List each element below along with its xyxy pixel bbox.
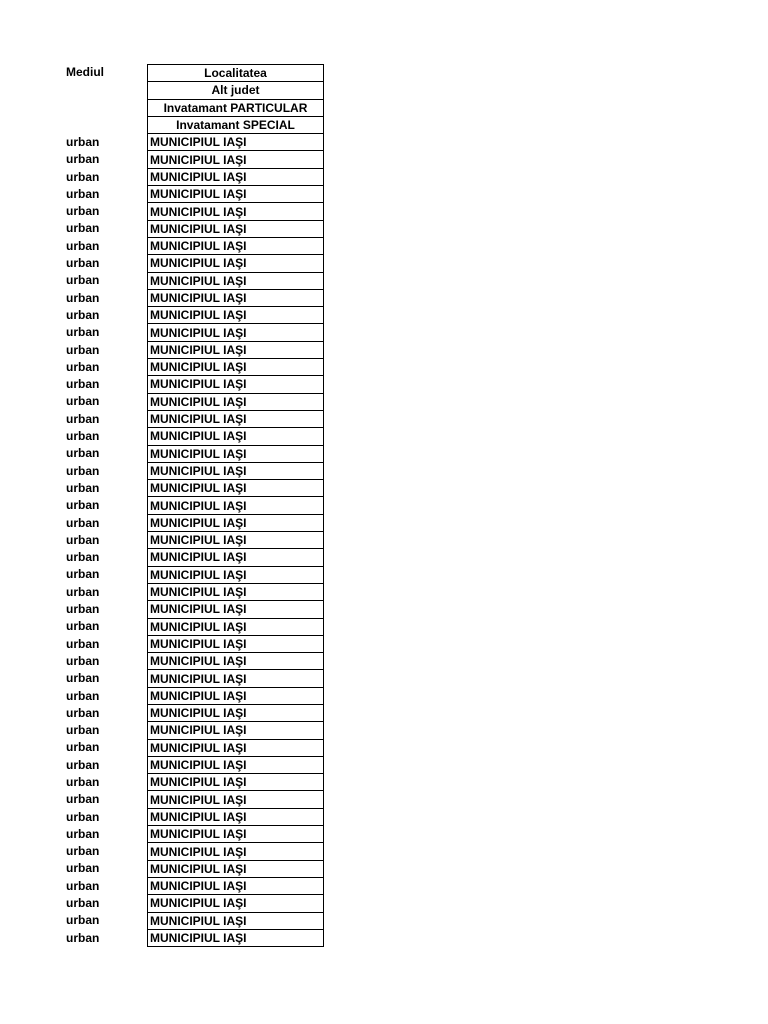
localitate-cell: MUNICIPIUL IAŞI xyxy=(148,929,324,946)
table-row xyxy=(148,341,324,358)
table-row xyxy=(148,601,324,618)
table-row xyxy=(148,583,324,600)
localitate-cell: MUNICIPIUL IAŞI xyxy=(148,653,324,670)
localitate-cell: MUNICIPIUL IAŞI xyxy=(148,255,324,272)
table-row xyxy=(148,410,324,427)
localitate-cell: MUNICIPIUL IAŞI xyxy=(148,670,324,687)
localitate-cell: MUNICIPIUL IAŞI xyxy=(148,722,324,739)
mediul-cell: urban xyxy=(66,550,100,565)
mediul-cell: urban xyxy=(66,844,100,859)
mediul-cell: urban xyxy=(66,930,100,945)
localitate-cell: MUNICIPIUL IAŞI xyxy=(148,186,324,203)
mediul-cell: urban xyxy=(66,705,100,720)
table-row xyxy=(148,393,324,410)
localitate-cell: MUNICIPIUL IAŞI xyxy=(148,203,324,220)
table-row xyxy=(148,376,324,393)
table-row xyxy=(148,791,324,808)
localitate-cell: MUNICIPIUL IAŞI xyxy=(148,860,324,877)
mediul-cell: urban xyxy=(66,619,100,634)
invatamant-particular-header: Invatamant PARTICULAR xyxy=(148,99,324,116)
localitate-cell: MUNICIPIUL IAŞI xyxy=(148,134,324,151)
localitate-cell: MUNICIPIUL IAŞI xyxy=(148,912,324,929)
localitate-cell: MUNICIPIUL IAŞI xyxy=(148,635,324,652)
mediul-cell: urban xyxy=(66,584,100,599)
localitate-cell: MUNICIPIUL IAŞI xyxy=(148,341,324,358)
mediul-cell: urban xyxy=(66,273,100,288)
mediul-cell: urban xyxy=(66,498,100,513)
localitate-cell: MUNICIPIUL IAŞI xyxy=(148,168,324,185)
mediul-cell: urban xyxy=(66,135,100,149)
table-row xyxy=(148,514,324,531)
localitate-cell: MUNICIPIUL IAŞI xyxy=(148,566,324,583)
mediul-cell: urban xyxy=(66,740,100,755)
table-row xyxy=(148,445,324,462)
localitate-cell: MUNICIPIUL IAŞI xyxy=(148,393,324,410)
mediul-cell: urban xyxy=(66,204,100,219)
localitate-cell: MUNICIPIUL IAŞI xyxy=(148,480,324,497)
mediul-cell: urban xyxy=(66,342,100,357)
table-row xyxy=(148,826,324,843)
table-row xyxy=(148,687,324,704)
table-row xyxy=(148,912,324,929)
table-row xyxy=(148,877,324,894)
table-row xyxy=(148,929,324,946)
mediul-cell: urban xyxy=(66,653,100,668)
mediul-cell: urban xyxy=(66,636,100,651)
mediul-cell: urban xyxy=(66,757,100,772)
mediul-cell: urban xyxy=(66,377,100,392)
localitate-cell: MUNICIPIUL IAŞI xyxy=(148,428,324,445)
header-row-alt-judet xyxy=(148,82,324,99)
table-row xyxy=(148,359,324,376)
table-row xyxy=(148,843,324,860)
table-row xyxy=(148,774,324,791)
header-row-particular xyxy=(148,99,324,116)
localitate-cell: MUNICIPIUL IAŞI xyxy=(148,826,324,843)
mediul-cell: urban xyxy=(66,671,100,686)
localitate-cell: MUNICIPIUL IAŞI xyxy=(148,514,324,531)
localitate-cell: MUNICIPIUL IAŞI xyxy=(148,151,324,168)
localitate-cell: MUNICIPIUL IAŞI xyxy=(148,583,324,600)
localitate-cell: MUNICIPIUL IAŞI xyxy=(148,497,324,514)
mediul-cell: urban xyxy=(66,723,100,738)
mediul-cell: urban xyxy=(66,325,100,340)
mediul-cell: urban xyxy=(66,411,100,426)
mediul-cell: urban xyxy=(66,394,100,409)
mediul-cell: urban xyxy=(66,169,100,184)
table-row xyxy=(148,272,324,289)
table-row xyxy=(148,168,324,185)
localitate-cell: MUNICIPIUL IAŞI xyxy=(148,445,324,462)
table-row xyxy=(148,307,324,324)
table-row xyxy=(148,151,324,168)
localitate-cell: MUNICIPIUL IAŞI xyxy=(148,462,324,479)
localitate-cell: MUNICIPIUL IAŞI xyxy=(148,410,324,427)
mediul-cell: urban xyxy=(66,429,100,444)
localitate-cell: MUNICIPIUL IAŞI xyxy=(148,739,324,756)
table-row xyxy=(148,653,324,670)
localitate-cell: MUNICIPIUL IAŞI xyxy=(148,359,324,376)
table-row xyxy=(148,289,324,306)
table-row xyxy=(148,704,324,721)
localitate-cell: MUNICIPIUL IAŞI xyxy=(148,272,324,289)
localitate-cell: MUNICIPIUL IAŞI xyxy=(148,532,324,549)
localitate-cell: MUNICIPIUL IAŞI xyxy=(148,289,324,306)
table-row xyxy=(148,428,324,445)
mediul-cell: urban xyxy=(66,809,100,824)
table-row xyxy=(148,722,324,739)
mediul-cell: urban xyxy=(66,826,100,841)
table-row xyxy=(148,220,324,237)
table-row xyxy=(148,497,324,514)
mediul-cell: urban xyxy=(66,290,100,305)
table-row xyxy=(148,670,324,687)
mediul-cell: urban xyxy=(66,878,100,893)
table-row xyxy=(148,237,324,254)
mediul-cell: urban xyxy=(66,446,100,461)
table-row xyxy=(148,756,324,773)
table-row xyxy=(148,895,324,912)
mediul-cell: urban xyxy=(66,913,100,928)
table-row xyxy=(148,255,324,272)
mediul-cell: urban xyxy=(66,238,100,253)
table-row xyxy=(148,860,324,877)
localitate-cell: MUNICIPIUL IAŞI xyxy=(148,376,324,393)
table-row xyxy=(148,566,324,583)
table-row xyxy=(148,324,324,341)
table-row xyxy=(148,186,324,203)
mediul-cell: urban xyxy=(66,567,100,582)
localitate-cell: MUNICIPIUL IAŞI xyxy=(148,618,324,635)
mediul-cell: urban xyxy=(66,896,100,911)
localitate-cell: MUNICIPIUL IAŞI xyxy=(148,601,324,618)
mediul-cell: urban xyxy=(66,463,100,478)
mediul-cell: urban xyxy=(66,532,100,547)
table-row xyxy=(148,134,324,151)
localitate-cell: MUNICIPIUL IAŞI xyxy=(148,808,324,825)
localitate-cell: MUNICIPIUL IAŞI xyxy=(148,687,324,704)
mediul-column xyxy=(66,134,146,947)
table-row xyxy=(148,635,324,652)
localitate-cell: MUNICIPIUL IAŞI xyxy=(148,307,324,324)
mediul-cell: urban xyxy=(66,480,100,495)
localitate-cell: MUNICIPIUL IAŞI xyxy=(148,791,324,808)
mediul-cell: urban xyxy=(66,602,100,617)
localitatea-header: Localitatea xyxy=(148,65,324,82)
mediul-cell: urban xyxy=(66,307,100,322)
localitatea-table xyxy=(147,64,324,947)
localitate-cell: MUNICIPIUL IAŞI xyxy=(148,237,324,254)
mediul-cell: urban xyxy=(66,515,100,530)
localitate-cell: MUNICIPIUL IAŞI xyxy=(148,895,324,912)
invatamant-special-header: Invatamant SPECIAL xyxy=(148,116,324,133)
alt-judet-header: Alt judet xyxy=(148,82,324,99)
localitate-cell: MUNICIPIUL IAŞI xyxy=(148,756,324,773)
table-row xyxy=(148,462,324,479)
mediul-cell: urban xyxy=(66,221,100,236)
localitate-cell: MUNICIPIUL IAŞI xyxy=(148,774,324,791)
mediul-cell: urban xyxy=(66,774,100,789)
localitate-cell: MUNICIPIUL IAŞI xyxy=(148,220,324,237)
mediul-cell: urban xyxy=(66,359,100,374)
mediul-cell: urban xyxy=(66,861,100,876)
table-row xyxy=(148,480,324,497)
localitate-cell: MUNICIPIUL IAŞI xyxy=(148,324,324,341)
header-row-special xyxy=(148,116,324,133)
table-row xyxy=(148,618,324,635)
mediul-cell: urban xyxy=(66,688,100,703)
table-row xyxy=(148,808,324,825)
mediul-column-header: Mediul xyxy=(66,65,104,79)
mediul-cell: urban xyxy=(66,186,100,201)
localitate-cell: MUNICIPIUL IAŞI xyxy=(148,843,324,860)
table-row xyxy=(148,549,324,566)
mediul-cell: urban xyxy=(66,152,100,167)
mediul-cell: urban xyxy=(66,256,100,271)
header-row-localitatea xyxy=(148,65,324,82)
table-row xyxy=(148,532,324,549)
localitate-cell: MUNICIPIUL IAŞI xyxy=(148,549,324,566)
table-row xyxy=(148,203,324,220)
localitate-cell: MUNICIPIUL IAŞI xyxy=(148,877,324,894)
table-row xyxy=(148,739,324,756)
mediul-cell: urban xyxy=(66,792,100,807)
localitate-cell: MUNICIPIUL IAŞI xyxy=(148,704,324,721)
